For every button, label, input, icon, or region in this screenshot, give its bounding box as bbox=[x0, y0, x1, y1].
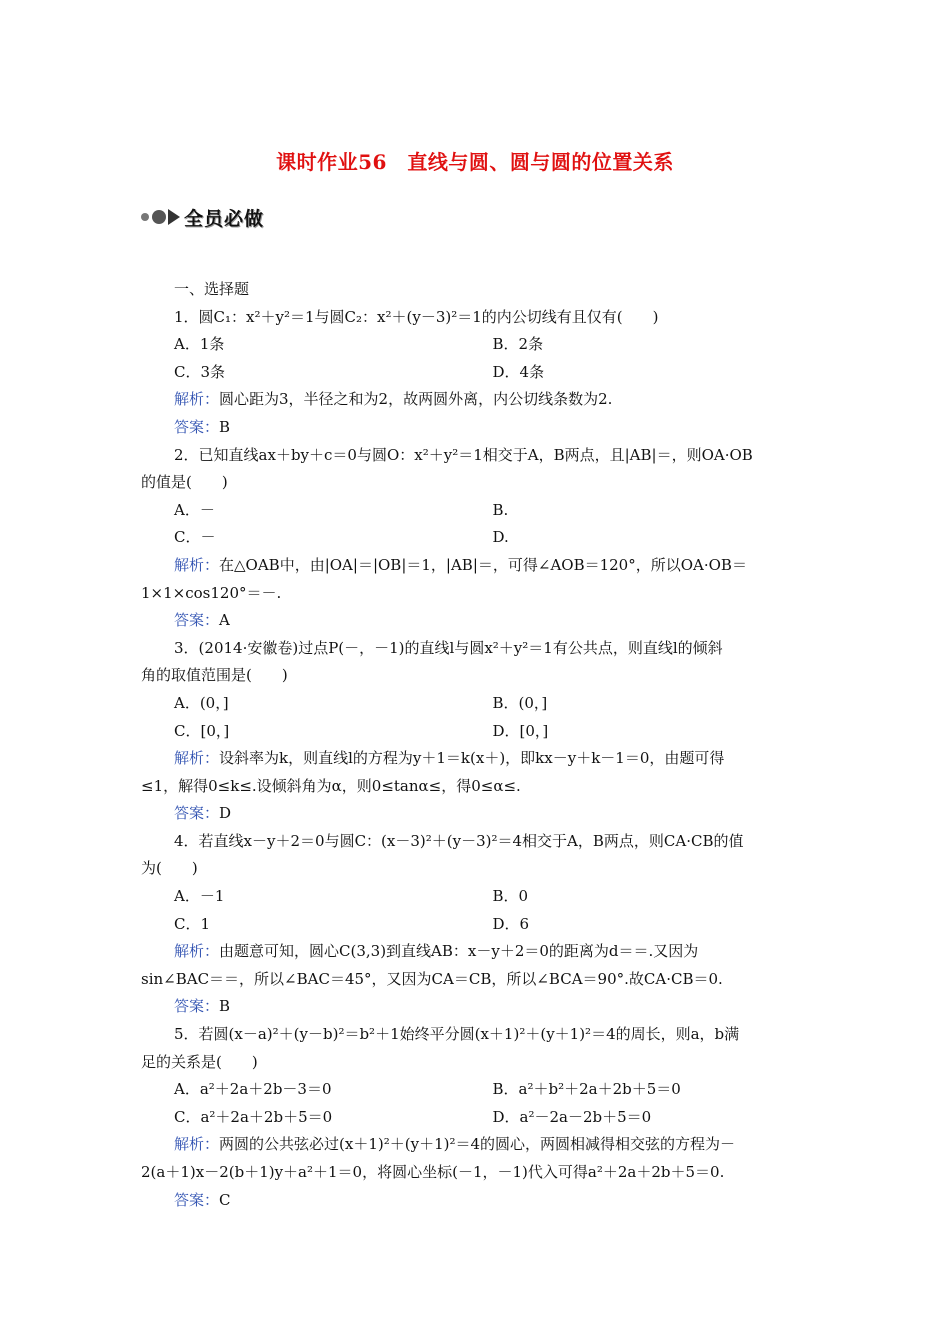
option-a: A．a²＋2a＋2b－3＝0 bbox=[174, 1080, 332, 1099]
option-b: B．(0，] bbox=[492, 693, 548, 712]
options-row bbox=[141, 1104, 811, 1132]
options-row bbox=[141, 690, 811, 718]
options-row bbox=[141, 331, 811, 359]
options-row bbox=[141, 524, 811, 552]
analysis-line bbox=[141, 552, 811, 580]
question-stem: 3．(2014·安徽卷)过点P(－，－1)的直线l与圆x²＋y²＝1有公共点，则直线l的倾斜 bbox=[174, 638, 723, 657]
option-c: C．[0，] bbox=[174, 721, 230, 740]
option-c: C．a²＋2a＋2b＋5＝0 bbox=[174, 1107, 333, 1126]
analysis-line bbox=[141, 1131, 811, 1159]
options-row bbox=[141, 497, 811, 525]
options-row bbox=[141, 911, 811, 939]
option-a: A．－1 bbox=[174, 887, 225, 906]
answer-label: 答案： bbox=[174, 1190, 220, 1209]
option-b: B. bbox=[492, 500, 509, 519]
analysis-text: 由题意可知，圆心C(3,3)到直线AB：x－y＋2＝0的距离为d＝＝.又因为 bbox=[219, 942, 699, 961]
option-d: D．6 bbox=[492, 914, 530, 933]
answer-line bbox=[141, 607, 811, 635]
option-b: B．0 bbox=[492, 887, 529, 906]
answer-value: A bbox=[219, 611, 230, 630]
option-d: D. bbox=[492, 528, 509, 547]
large-dot-icon bbox=[152, 210, 166, 224]
question-stem-cont: 为( ) bbox=[141, 859, 198, 878]
analysis-line bbox=[141, 386, 811, 414]
question-stem-cont: 足的关系是( ) bbox=[141, 1052, 258, 1071]
question-5 bbox=[141, 1021, 811, 1214]
analysis-line bbox=[141, 745, 811, 773]
options-row bbox=[141, 359, 811, 387]
question-stem: 2．已知直线ax＋by＋c＝0与圆O：x²＋y²＝1相交于A，B两点，且|AB|＝，则OA·OB bbox=[174, 445, 753, 464]
analysis-cont: 1×1×cos120°＝－. bbox=[141, 583, 282, 602]
exercise-content bbox=[141, 276, 811, 1214]
option-d: D．[0，] bbox=[492, 721, 549, 740]
answer-line bbox=[141, 800, 811, 828]
answer-value: C bbox=[219, 1190, 231, 1209]
question-stem: 1．圆C₁：x²＋y²＝1与圆C₂：x²＋(y－3)²＝1的内公切线有且仅有( ) bbox=[174, 307, 659, 326]
analysis-cont: sin∠BAC＝＝，所以∠BAC＝45°，又因为CA＝CB，所以∠BCA＝90°.故CA·CB＝0. bbox=[141, 969, 723, 988]
option-a: A．(0，] bbox=[174, 693, 229, 712]
answer-line bbox=[141, 993, 811, 1021]
options-row bbox=[141, 1076, 811, 1104]
analysis-label: 解析： bbox=[174, 1135, 220, 1154]
analysis-label: 解析： bbox=[174, 555, 220, 574]
analysis-cont: ≤1，解得0≤k≤.设倾斜角为α，则0≤tanα≤，得0≤α≤. bbox=[141, 776, 521, 795]
question-3 bbox=[141, 635, 811, 828]
answer-label: 答案： bbox=[174, 804, 220, 823]
option-a: A．1条 bbox=[174, 335, 225, 354]
badge-label: 全员必做 bbox=[184, 207, 265, 230]
small-dot-icon bbox=[141, 213, 149, 221]
answer-line bbox=[141, 1187, 811, 1215]
answer-line bbox=[141, 414, 811, 442]
analysis-label: 解析： bbox=[174, 942, 220, 961]
question-4 bbox=[141, 828, 811, 1021]
analysis-text: 在△OAB中，由|OA|＝|OB|＝1，|AB|＝，可得∠AOB＝120°，所以OA·OB＝ bbox=[219, 555, 747, 574]
arrow-icon bbox=[168, 209, 180, 225]
question-stem: 5．若圆(x－a)²＋(y－b)²＝b²＋1始终平分圆(x＋1)²＋(y＋1)²＝4的周长，则a，b满 bbox=[174, 1025, 740, 1044]
answer-label: 答案： bbox=[174, 997, 220, 1016]
option-b: B．a²＋b²＋2a＋2b＋5＝0 bbox=[492, 1080, 681, 1099]
option-c: C．3条 bbox=[174, 362, 226, 381]
option-b: B．2条 bbox=[492, 335, 544, 354]
answer-value: B bbox=[219, 417, 231, 436]
analysis-text: 设斜率为k，则直线l的方程为y＋1＝k(x＋)，即kx－y＋k－1＝0，由题可得 bbox=[219, 749, 725, 768]
answer-value: B bbox=[219, 997, 231, 1016]
options-row bbox=[141, 883, 811, 911]
question-2 bbox=[141, 442, 811, 635]
analysis-line bbox=[141, 938, 811, 966]
question-stem-cont: 的值是( ) bbox=[141, 473, 228, 492]
analysis-cont: 2(a＋1)x－2(b＋1)y＋a²＋1＝0，将圆心坐标(－1，－1)代入可得a²＋2a＋2b＋5＝0. bbox=[141, 1163, 725, 1181]
analysis-text: 两圆的公共弦必过(x＋1)²＋(y＋1)²＝4的圆心，两圆相减得相交弦的方程为－ bbox=[219, 1135, 736, 1154]
question-stem: 4．若直线x－y＋2＝0与圆C：(x－3)²＋(y－3)²＝4相交于A，B两点，则CA·CB的值 bbox=[174, 831, 744, 850]
option-d: D．4条 bbox=[492, 362, 545, 381]
option-d: D．a²－2a－2b＋5＝0 bbox=[492, 1107, 652, 1126]
answer-label: 答案： bbox=[174, 417, 220, 436]
page-title: 课时作业56 直线与圆、圆与圆的位置关系 bbox=[276, 150, 674, 174]
analysis-label: 解析： bbox=[174, 749, 220, 768]
section-badge bbox=[141, 204, 264, 230]
options-row bbox=[141, 718, 811, 746]
option-c: C．1 bbox=[174, 914, 211, 933]
question-1 bbox=[141, 304, 811, 442]
answer-value: D bbox=[219, 804, 232, 823]
analysis-text: 圆心距为3，半径之和为2，故两圆外离，内公切线条数为2. bbox=[219, 390, 613, 409]
analysis-label: 解析： bbox=[174, 390, 220, 409]
option-a: A．－ bbox=[174, 500, 215, 519]
section-heading: 一、选择题 bbox=[174, 280, 250, 298]
answer-label: 答案： bbox=[174, 611, 220, 630]
question-stem-cont: 角的取值范围是( ) bbox=[141, 666, 288, 685]
option-c: C．－ bbox=[174, 528, 216, 547]
